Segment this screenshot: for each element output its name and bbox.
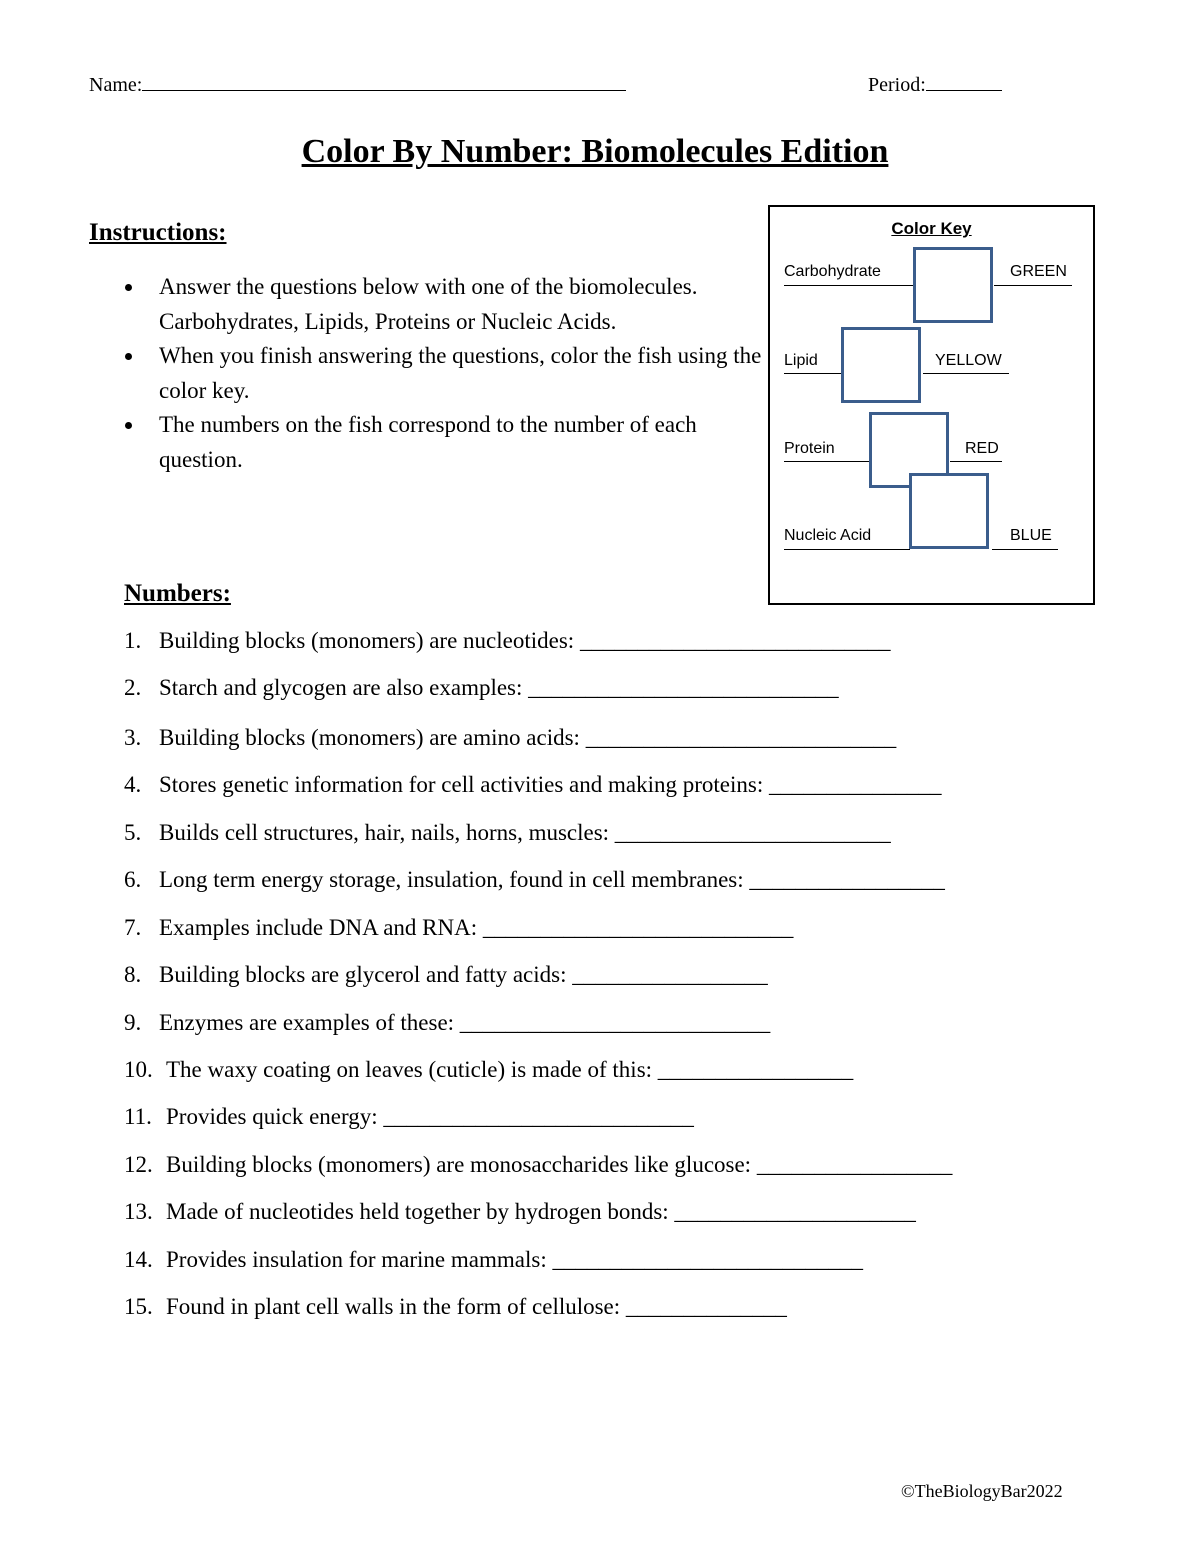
instructions-list bbox=[124, 270, 764, 477]
question-item[interactable] bbox=[124, 772, 941, 798]
question-item[interactable] bbox=[124, 1010, 770, 1036]
key-underline bbox=[784, 461, 870, 462]
instruction-text: Answer the questions below with one of the biomolecules. Carbohydrates, Lipids, Proteins or Nucleic Acids. bbox=[159, 274, 698, 334]
question-item[interactable] bbox=[124, 867, 945, 893]
question-item[interactable] bbox=[124, 1104, 694, 1130]
question-number: 6. bbox=[124, 867, 142, 892]
question-number: 14. bbox=[124, 1247, 153, 1272]
question-text: Building blocks are glycerol and fatty acids: _________________ bbox=[159, 962, 768, 987]
question-item[interactable] bbox=[124, 962, 768, 988]
key-color-yellow: YELLOW bbox=[935, 352, 1002, 369]
question-number: 13. bbox=[124, 1199, 153, 1224]
question-text: The waxy coating on leaves (cuticle) is made of this: _________________ bbox=[166, 1057, 854, 1082]
instruction-text: When you finish answering the questions, color the fish using the color key. bbox=[159, 343, 762, 403]
question-item[interactable] bbox=[124, 1247, 863, 1273]
period-label: Period: bbox=[868, 74, 926, 96]
question-item[interactable] bbox=[124, 1057, 853, 1083]
instruction-item bbox=[124, 408, 764, 477]
name-field-row bbox=[89, 72, 626, 97]
question-number: 11. bbox=[124, 1104, 152, 1129]
key-label-carbohydrate: Carbohydrate bbox=[784, 263, 881, 280]
period-field-row bbox=[868, 72, 1002, 97]
question-text: Building blocks (monomers) are amino acids: ___________________________ bbox=[159, 725, 897, 750]
question-text: Enzymes are examples of these: ___________________________ bbox=[159, 1010, 771, 1035]
question-number: 8. bbox=[124, 962, 142, 987]
question-text: Made of nucleotides held together by hydrogen bonds: _____________________ bbox=[166, 1199, 916, 1224]
key-label-protein: Protein bbox=[784, 440, 835, 457]
question-item[interactable] bbox=[124, 1152, 952, 1178]
swatch-lipid[interactable] bbox=[841, 327, 921, 403]
key-underline bbox=[992, 549, 1058, 550]
question-text: Long term energy storage, insulation, found in cell membranes: _________________ bbox=[159, 867, 945, 892]
key-underline bbox=[923, 373, 1009, 374]
key-color-blue: BLUE bbox=[1010, 527, 1052, 544]
instructions-heading: Instructions: bbox=[89, 219, 227, 246]
instruction-item bbox=[124, 270, 764, 339]
question-text: Starch and glycogen are also examples: ___________________________ bbox=[159, 675, 839, 700]
question-number: 4. bbox=[124, 772, 142, 797]
page-title: Color By Number: Biomolecules Edition bbox=[301, 133, 889, 170]
question-number: 5. bbox=[124, 820, 142, 845]
question-item[interactable] bbox=[124, 1294, 787, 1320]
question-item[interactable] bbox=[124, 675, 839, 701]
color-key-title: Color Key bbox=[891, 219, 972, 238]
instruction-text: The numbers on the fish correspond to the number of each question. bbox=[159, 412, 697, 472]
bullet-icon bbox=[125, 422, 132, 429]
key-underline bbox=[784, 285, 914, 286]
question-number: 12. bbox=[124, 1152, 153, 1177]
question-number: 9. bbox=[124, 1010, 142, 1035]
key-underline bbox=[784, 373, 842, 374]
question-text: Provides insulation for marine mammals: ___________________________ bbox=[166, 1247, 863, 1272]
key-label-lipid: Lipid bbox=[784, 352, 818, 369]
key-label-nucleic-acid: Nucleic Acid bbox=[784, 527, 872, 544]
key-color-red: RED bbox=[965, 440, 999, 457]
color-key-box bbox=[768, 205, 1095, 605]
question-number: 7. bbox=[124, 915, 142, 940]
question-number: 15. bbox=[124, 1294, 153, 1319]
key-underline bbox=[994, 285, 1072, 286]
key-color-green: GREEN bbox=[1010, 263, 1067, 280]
question-number: 10. bbox=[124, 1057, 153, 1082]
numbers-heading: Numbers: bbox=[124, 580, 231, 607]
question-text: Building blocks (monomers) are nucleotides: ___________________________ bbox=[159, 628, 891, 653]
question-item[interactable] bbox=[124, 1199, 916, 1225]
question-text: Provides quick energy: ___________________________ bbox=[166, 1104, 694, 1129]
question-text: Examples include DNA and RNA: ___________________________ bbox=[159, 915, 794, 940]
question-item[interactable] bbox=[124, 628, 890, 654]
swatch-carbohydrate[interactable] bbox=[913, 247, 993, 323]
instruction-item bbox=[124, 339, 764, 408]
question-text: Builds cell structures, hair, nails, horns, muscles: ________________________ bbox=[159, 820, 891, 845]
period-input-line[interactable] bbox=[926, 72, 1002, 91]
copyright-footer: ©TheBiologyBar2022 bbox=[901, 1481, 1063, 1501]
question-number: 3. bbox=[124, 725, 142, 750]
bullet-icon bbox=[125, 284, 132, 291]
key-underline bbox=[950, 461, 1002, 462]
question-item[interactable] bbox=[124, 820, 891, 846]
question-item[interactable] bbox=[124, 725, 896, 751]
name-input-line[interactable] bbox=[142, 72, 626, 91]
question-text: Stores genetic information for cell activities and making proteins: _______________ bbox=[159, 772, 942, 797]
key-underline bbox=[784, 549, 910, 550]
question-text: Building blocks (monomers) are monosaccharides like glucose: _________________ bbox=[166, 1152, 953, 1177]
swatch-nucleic-acid[interactable] bbox=[909, 473, 989, 549]
name-label: Name: bbox=[89, 74, 143, 96]
question-number: 2. bbox=[124, 675, 142, 700]
question-item[interactable] bbox=[124, 915, 793, 941]
question-number: 1. bbox=[124, 628, 142, 653]
question-text: Found in plant cell walls in the form of cellulose: ______________ bbox=[166, 1294, 787, 1319]
bullet-icon bbox=[125, 353, 132, 360]
